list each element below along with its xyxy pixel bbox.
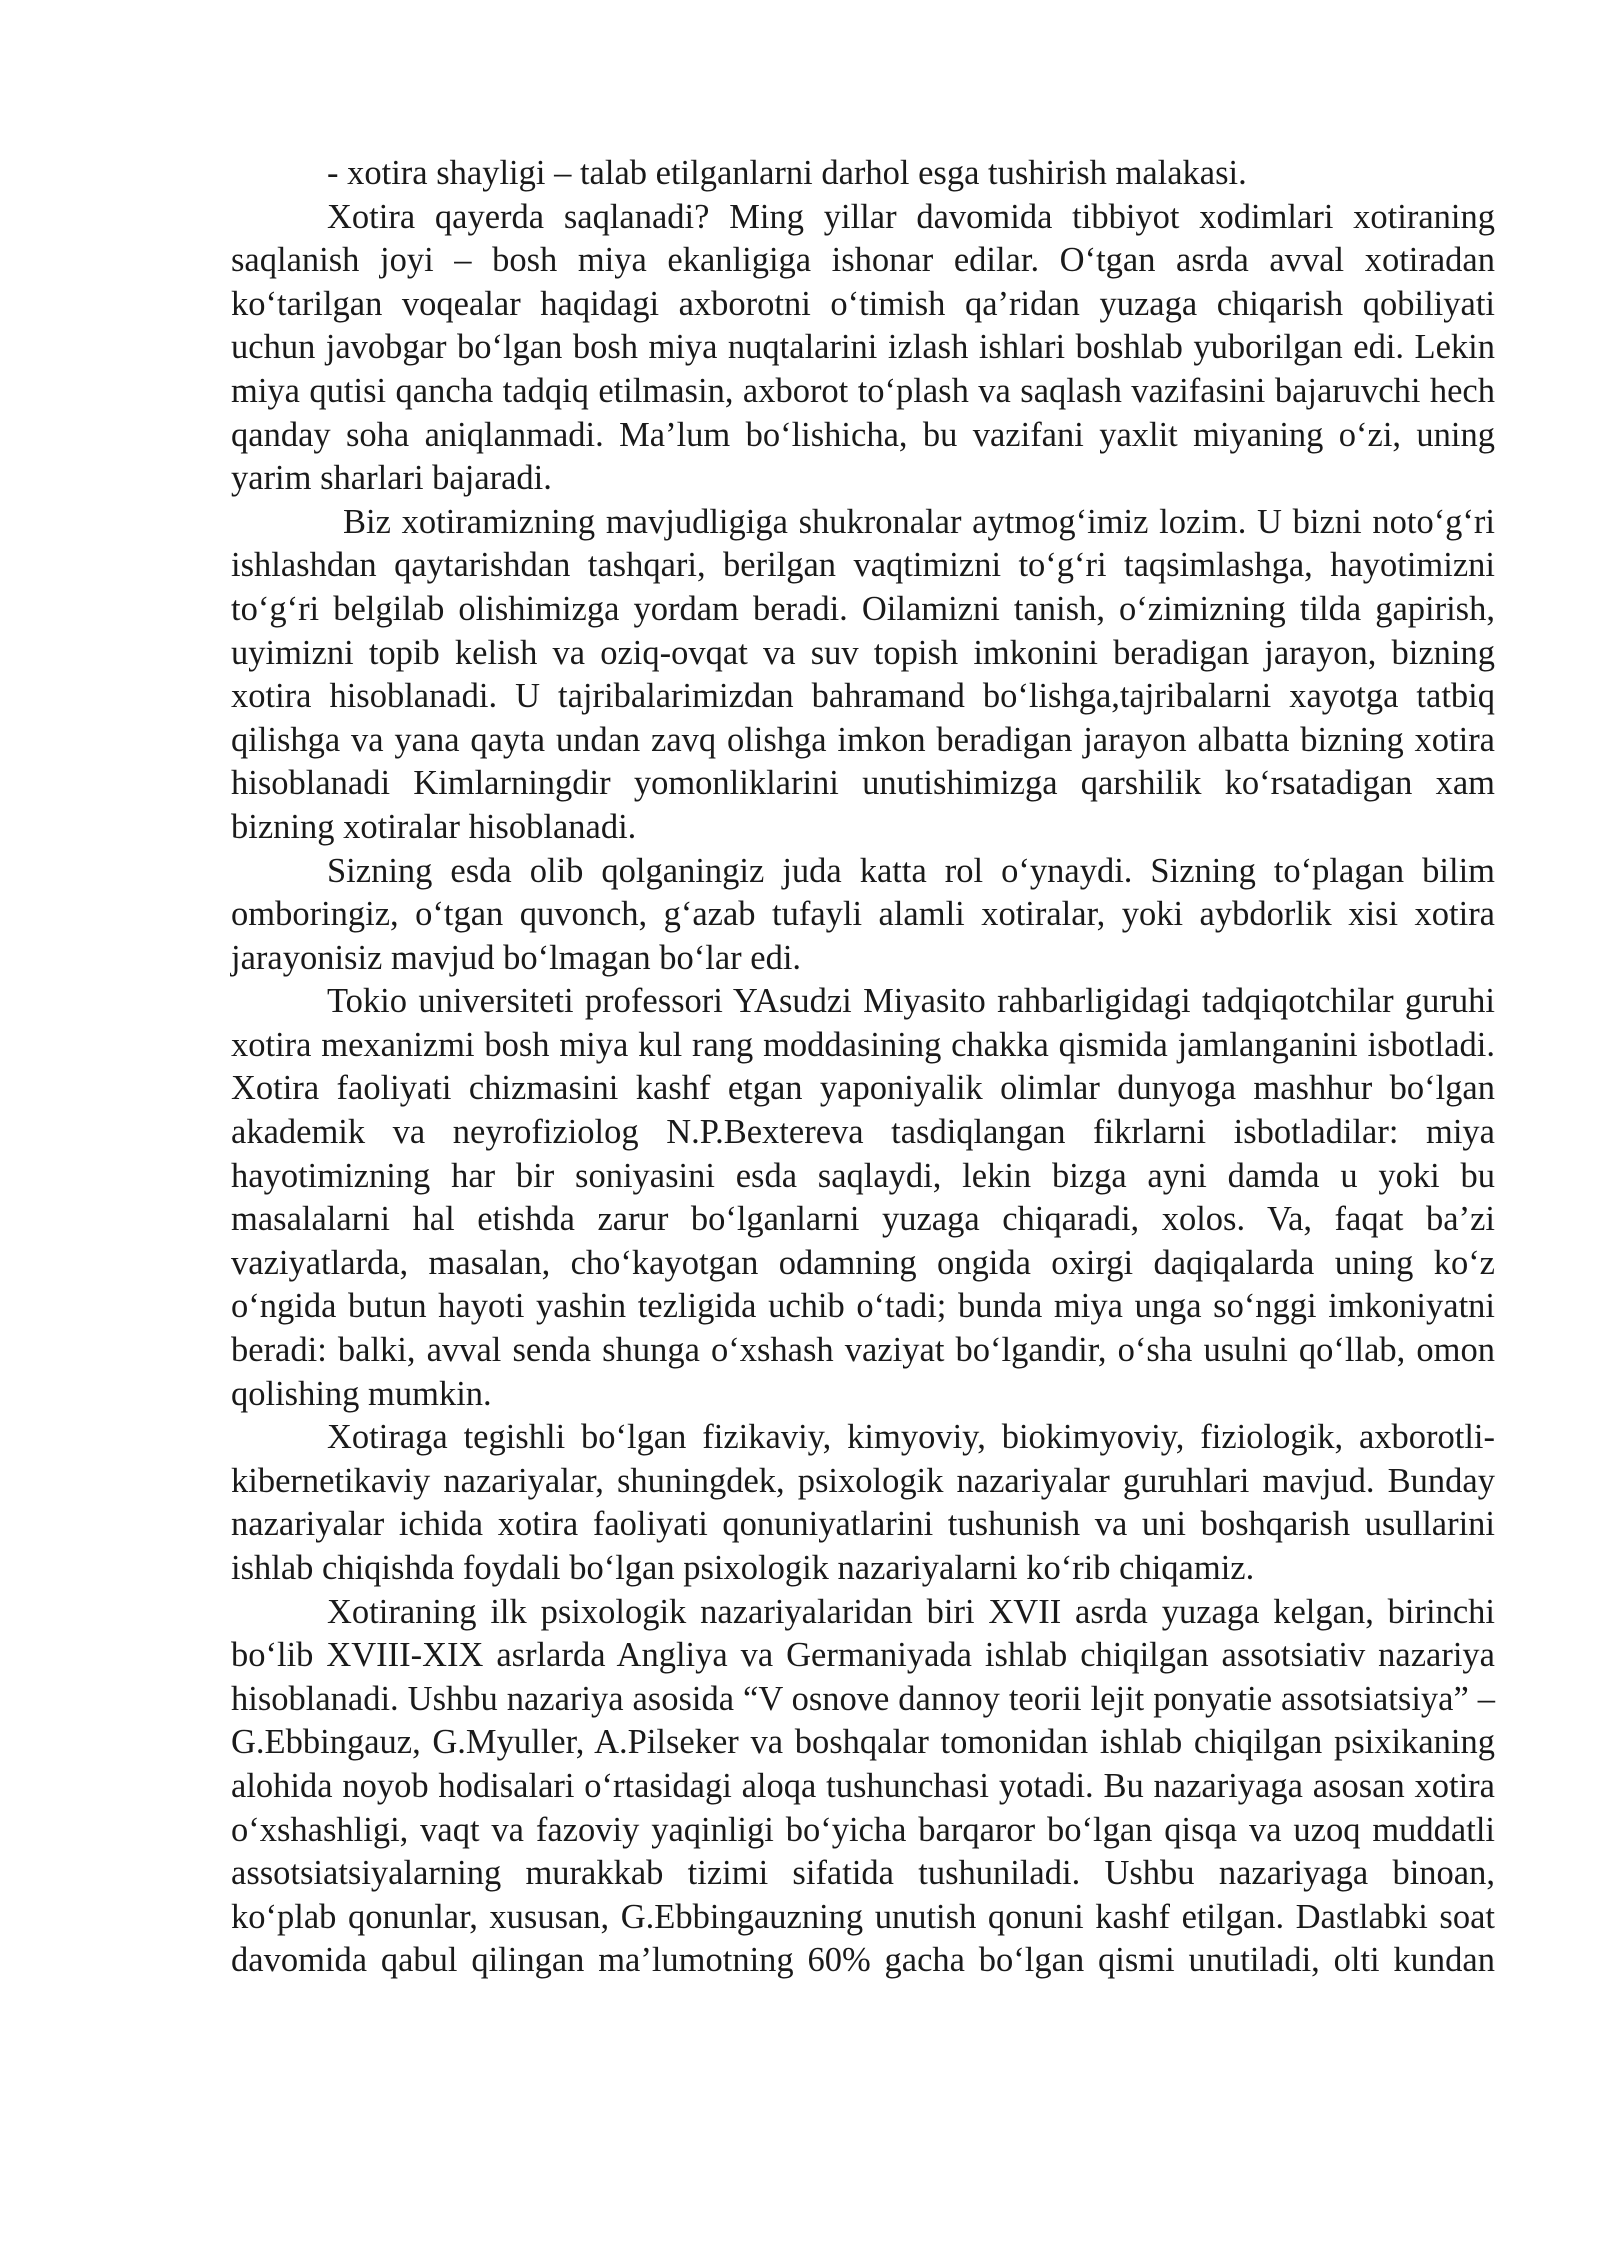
paragraph-gratitude-for-memory: Biz xotiramizning mavjudligiga shukronalar aytmog‘imiz lozim. U bizni noto‘g‘ri ishlashdan qaytarishdan tashqari, berilgan vaqtimizni to‘g‘ri taqsimlashga, hayotimizni to‘g‘ri belgilab olishimizga yordam beradi. Oilamizni tanish, o‘zimizning tilda gapirish, uyimizni topib kelish va oziq-ovqat va suv topish imkonini beradigan jarayon, bizning xotira hisoblanadi. U tajribalarimizdan bahramand bo‘lishga,tajribalarni xayotga tatbiq qilishga va yana qayta undan zavq olishga imkon beradigan jarayon albatta bizning xotira hisoblanadi Kimlarningdir yomonliklarini unutishimizga qarshilik ko‘rsatadigan xam bizning xotiralar hisoblanadi. bbox=[231, 502, 1495, 846]
paragraph-where-memory-stored: Xotira qayerda saqlanadi? Ming yillar davomida tibbiyot xodimlari xotiraning saqlanish joyi – bosh miya ekanligiga ishonar edilar. O‘tgan asrda avval xotiradan ko‘tarilgan voqealar haqidagi axborotni o‘timish qa’ridan yuzaga chiqarish qobiliyati uchun javobgar bo‘lgan bosh miya nuqtalarini izlash ishlari boshlab yuborilgan edi. Lekin miya qutisi qancha tadqiq etilmasin, axborot to‘plash va saqlash vazifasini bajaruvchi hech qanday soha aniqlanmadi. Ma’lum bo‘lishicha, bu vazifani yaxlit miyaning o‘zi, uning yarim sharlari bajaradi. bbox=[231, 197, 1495, 498]
document-body bbox=[231, 152, 1495, 1983]
paragraph-associative-theory: Xotiraning ilk psixologik nazariyalaridan biri XVII asrda yuzaga kelgan, birinchi bo‘lib XVIII-XIX asrlarda Angliya va Germaniyada ishlab chiqilgan assotsiativ nazariya hisoblanadi. Ushbu nazariya asosida “V osnove dannoy teorii lejit ponyatie assotsiatsiya” – G.Ebbingauz, G.Myuller, A.Pilseker va boshqalar tomonidan ishlab chiqilgan psixikaning alohida noyob hodisalari o‘rtasidagi aloqa tushunchasi yotadi. Bu nazariyaga asosan xotira o‘xshashligi, vaqt va fazoviy yaqinligi bo‘yicha barqaror bo‘lgan qisqa va uzoq muddatli assotsiatsiyalarning murakkab tizimi sifatida tushuniladi. Ushbu nazariyaga binoan, ko‘plab qonunlar, xususan, G.Ebbingauzning unutish qonuni kashf etilgan. Dastlabki soat davomida qabul qilingan ma’lumotning 60% gacha bo‘lgan qismi unutiladi, olti kundan bbox=[231, 1592, 1495, 1980]
paragraph-memory-readiness: - xotira shayligi – talab etilganlarni darhol esga tushirish malakasi. bbox=[327, 154, 1247, 192]
paragraph-memory-theories: Xotiraga tegishli bo‘lgan fizikaviy, kimyoviy, biokimyoviy, fiziologik, axborotli-kibernetikaviy nazariyalar, shuningdek, psixologik nazariyalar guruhlari mavjud. Bunday nazariyalar ichida xotira faoliyati qonuniyatlarini tushunish va uni boshqarish usullarini ishlab chiqishda foydali bo‘lgan psixologik nazariyalarni ko‘rib chiqamiz. bbox=[231, 1418, 1495, 1587]
paragraph-tokyo-research: Tokio universiteti professori YAsudzi Miyasito rahbarligidagi tadqiqotchilar guruhi xotira mexanizmi bosh miya kul rang moddasining chakka qismida jamlanganini isbotladi. Xotira faoliyati chizmasini kashf etgan yaponiyalik olimlar dunyoga mashhur bo‘lgan akademik va neyrofiziolog N.P.Bextereva tasdiqlangan fikrlarni isbotladilar: miya hayotimizning har bir soniyasini esda saqlaydi, lekin bizga ayni damda u yoki bu masalalarni hal etishda zarur bo‘lganlarni yuzaga chiqaradi, xolos. Va, faqat ba’zi vaziyatlarda, masalan, cho‘kayotgan odamning ongida oxirgi daqiqalarda uning ko‘z o‘ngida butun hayoti yashin tezligida uchib o‘tadi; bunda miya unga so‘nggi imkoniyatni beradi: balki, avval senda shunga o‘xshash vaziyat bo‘lgandir, o‘sha usulni qo‘llab, omon qolishing mumkin. bbox=[231, 982, 1495, 1413]
paragraph-role-of-memory: Sizning esda olib qolganingiz juda katta rol o‘ynaydi. Sizning to‘plagan bilim omboringiz, o‘tgan quvonch, g‘azab tufayli alamli xotiralar, yoki aybdorlik xisi xotira jarayonisiz mavjud bo‘lmagan bo‘lar edi. bbox=[231, 851, 1495, 977]
